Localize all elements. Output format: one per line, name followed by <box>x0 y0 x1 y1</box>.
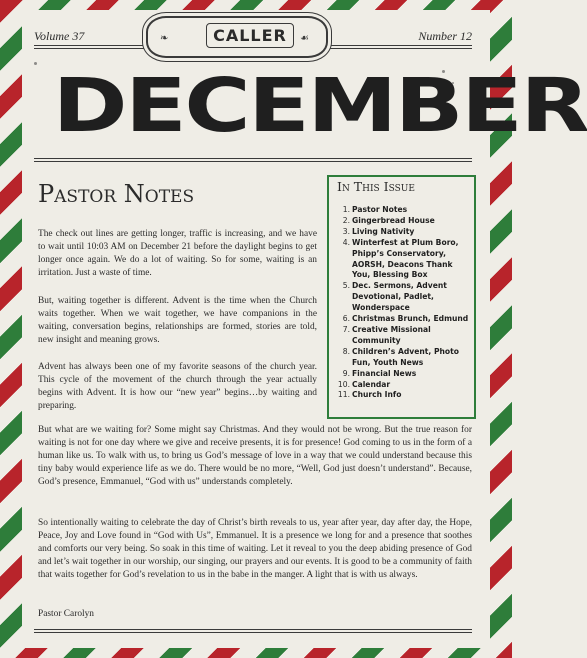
issue-item <box>337 227 473 238</box>
issue-item-title: Financial News <box>352 368 417 378</box>
issue-item-title: Winterfest at Plum Boro, Phipp’s Conservatory, AORSH, Deacons Thank You, Blessing Box <box>352 237 459 280</box>
issue-item <box>337 369 473 380</box>
footer-rule-2 <box>34 632 472 633</box>
issue-item-number: 10. <box>337 379 350 389</box>
issue-item-title: Pastor Notes <box>352 205 408 214</box>
ornament-right-icon: ☙ <box>300 33 309 44</box>
article-title: Pastor Notes <box>38 180 195 208</box>
issue-item-title: Gingerbread House <box>352 215 435 225</box>
issue-item-title: Dec. Sermons, Advent Devotional, Padlet, Wonderspace <box>352 281 447 313</box>
issue-item <box>337 347 473 369</box>
in-this-issue-title: In This Issue <box>337 179 415 194</box>
issue-item <box>337 205 473 216</box>
masthead-title: CALLER <box>206 23 294 48</box>
month-title: DECEMBER <box>52 63 587 149</box>
in-this-issue-box <box>327 175 476 419</box>
article-paragraph: The check out lines are getting longer, traffic is increasing, and we have to wait until 10:03 AM on December 21 before the daylight begins to get longer once again. We do a lot of waiting. So for some, waiting is an irritation. Just a waste of time. <box>38 229 317 278</box>
issue-item-number: 7. <box>342 324 350 334</box>
issue-item-number: 9. <box>342 368 350 378</box>
issue-item <box>337 281 473 314</box>
issue-item-title: Calendar <box>352 379 391 389</box>
title-rule <box>34 158 472 159</box>
issue-item-number: 8. <box>342 346 350 356</box>
article-paragraph: But, waiting together is different. Advent is the time when the Church waits together. When we wait together, we have companions in the waiting, conversation begins, relationships are formed, stories are told, new insight and meaning grows. <box>38 296 317 345</box>
issue-item-number: 2. <box>342 215 350 225</box>
article-paragraph: But what are we waiting for? Some might say Christmas. And they would not be wrong. But the true reason for waiting is not for one day where we give and receive presents, it is for presence! God coming to us in the form of a human like us. To walk with us, to bring us God’s message of love in a way that we could understand because this tiny baby would experience life as we do. There would be no more, “Well, God just doesn’t understand”. Because, God’s presence, Emmanuel, “God with us” understands completely. <box>38 425 472 487</box>
issue-item-title: Christmas Brunch, Edmund <box>352 314 469 324</box>
title-rule-2 <box>34 161 472 162</box>
ink-speck <box>34 62 37 65</box>
issue-item <box>337 325 473 347</box>
issue-item-number: 11. <box>337 390 350 400</box>
issue-item-number: 3. <box>342 226 350 236</box>
article-signature: Pastor Carolyn <box>38 609 94 619</box>
issue-number-label: Number 12 <box>418 29 472 43</box>
issue-item <box>337 216 473 227</box>
issue-item-number: 6. <box>342 314 350 324</box>
issue-item-number: 1. <box>342 205 350 214</box>
issue-item-title: Living Nativity <box>352 226 415 236</box>
footer-rule <box>34 629 472 630</box>
issue-list <box>337 205 473 401</box>
article-paragraph: Advent has always been one of my favorite seasons of the church year. This cycle of the movement of the church through the year actually begins with Advent. It is how our “new year” begins…by waiting and preparing. <box>38 362 317 411</box>
issue-item <box>337 390 473 401</box>
ornament-left-icon: ❧ <box>160 33 169 44</box>
article-paragraph: So intentionally waiting to celebrate the day of Christ’s birth reveals to us, year after year, day after day, the Hope, Peace, Joy and Love found in “God with Us”, Emmanuel. It is a presence we long for and a presence that soothes and comforts our very being. So soak in this time of waiting. Let it reveal to you the deep abiding presence of God and let’s wait together in our worship, our singing, our prayers and our events. It is good to be a community of faith that waits together for God’s revelation to us in the babe in the manger. A light that is with us always. <box>38 518 472 580</box>
issue-item <box>337 380 473 391</box>
issue-item <box>337 238 473 282</box>
issue-item-title: Creative Missional Community <box>352 324 431 345</box>
volume-label: Volume 37 <box>34 29 85 43</box>
issue-item-number: 5. <box>342 281 350 291</box>
issue-item-title: Children’s Advent, Photo Fun, Youth News <box>352 346 459 367</box>
issue-item-number: 4. <box>342 237 350 247</box>
issue-item <box>337 314 473 325</box>
issue-item-title: Church Info <box>352 390 402 400</box>
